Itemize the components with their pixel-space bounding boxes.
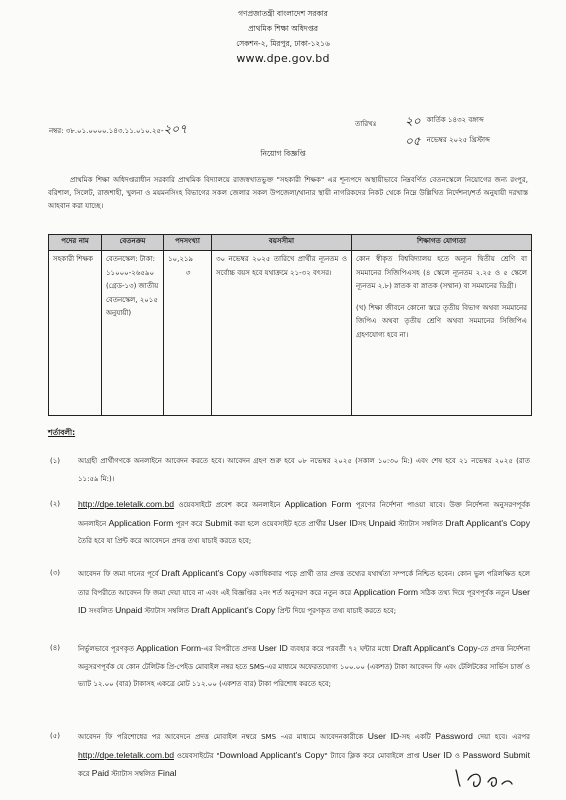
govt-name: গণপ্রজাতন্ত্রী বাংলাদেশ সরকার [238,9,328,18]
condition-term: User ID [422,749,452,760]
condition-term: Unpaid [115,605,143,616]
condition-term: Draft Applicant's Copy [392,643,478,653]
condition-term: Download Applicant's Copy [219,749,325,760]
condition-term: Application Form [108,517,174,528]
signature-icon [452,762,516,792]
condition-term: User ID [328,517,358,528]
condition-text: সংবলিত [86,607,116,616]
cell-pay: বেতনস্কেল: টাকা: ১১০০০-২৬৫৯০ (গ্রেড-১৩) জাতীয় বেতনস্কেল, ২০১৫ অনুযায়ী) [102,251,164,416]
condition-4 [50,640,530,694]
condition-text: করে [78,770,92,779]
condition-text: পূরণের নির্দেশনা পাওয়া যাবে। উক্ত নির্দেশনা অনুসরণপূর্বক অনলাইনে [78,501,530,528]
condition-number: (২) [50,500,61,508]
post-count: ১০,২১৯ [168,255,193,263]
table-header-row [49,235,532,251]
col-header-count: পদসংখ্যা [164,235,212,251]
english-date-hand: ০৫ [405,133,421,148]
condition-text: -সহ একটি [399,733,436,741]
condition-text: ওয়েবসাইটের " [174,751,220,760]
cell-education [352,251,532,416]
cell-age: ৩০ নভেম্বর ২০২৫ তারিখে প্রার্থীর ন্যূনতম ও সর্বোচ্চ বয়স হবে যথাক্রমে ২১-৩২ বৎসর। [212,251,352,416]
bangla-date-row [405,111,490,131]
condition-text: নির্ভুলভাবে পূরণকৃত [78,645,137,653]
english-date-row [405,131,490,151]
teletalk-link[interactable]: http://dpe.teletalk.com.bd [78,749,175,760]
education-b: (খ) শিক্ষা জীবনে কোনো স্তরে তৃতীয় বিভাগ অথবা সমমানের জিপিএ অথবা তৃতীয় শ্রেণি অথবা সমমানের সিজিপিএ গ্রহণযোগ্য হবে না। [356,303,527,339]
condition-term: Paid [91,768,109,779]
condition-text: -এর বিপরীতে প্রদত্ত [201,645,259,653]
condition-text: তৈরি হবে যা প্রিন্ট করে আবেদনে প্রদত্ত তথ্য যাচাই করতে হবে; [78,537,252,546]
notice-title: নিয়োগ বিজ্ঞপ্তি [260,149,306,158]
memo-number [49,121,187,137]
condition-text: ব্যবহার করে পরবর্তী ৭২ ঘন্টার মধ্যে [287,645,393,653]
education-a: কোন স্বীকৃত বিশ্ববিদ্যালয় হতে অন্যূন দ্বিতীয় শ্রেণি বা সমমানের সিজিপিএসহ (৪ স্কেলে ন্যূনতম ২.২৫ ও ৫ স্কেলে ন্যূনতম ২.৮) স্নাতক বা স্নাতক (সম্মান) বা সমমানের ডিগ্রী। [356,255,527,290]
col-header-age: বয়সসীমা [212,235,352,251]
condition-text: ও [452,751,463,760]
post-table [48,234,532,416]
condition-term: Draft Applicant's Copy [161,568,247,578]
condition-text: সঠিক তথ্য দিয়ে পূরণপূর্বক নতুন [418,588,512,597]
condition-term: User ID [78,586,530,616]
col-header-post: পদের নাম [49,235,102,251]
condition-text: সহ [357,519,369,528]
condition-text: " ট্যাবে ক্লিক করে মোবাইলে প্রাপ্ত [324,751,423,760]
table-row [49,251,532,416]
condition-text: করা হলে ওয়েবসাইট হতে প্রার্থীর [231,519,329,528]
cell-post: সহকারী শিক্ষক [49,251,102,416]
condition-text: স্ট্যাটাস সম্বলিত [109,770,158,779]
condition-term: Application Form [353,586,419,597]
date-label: তারিখঃ [355,120,377,128]
intro-paragraph: প্রাথমিক শিক্ষা অধিদপ্তরাধীন সরকারি প্রাথমিক বিদ্যালয়ে রাজস্বখাতভুক্ত "সহকারী শিক্ষক" এর শূন্যপদে অস্থায়ীভাবে নিম্নবর্ণিত বেতনস্কেলে নিয়োগের জন্য রংপুর, বরিশাল, সিলেট, রাজশাহী, খুলনা ও ময়মনসিংহ বিভাগের সকল জেলার সকল উপজেলা/থানার স্থায়ী নাগরিকদের নিকট থেকে নিম্নে উল্লিখিত নির্দেশনা/শর্ত অনুযায়ী দরখাস্ত আহবান করা যাচ্ছে। [48,176,528,210]
condition-number: (৫) [50,732,61,740]
condition-text: স্ট্যাটাস সম্বলিত [395,519,446,528]
condition-term: Submit [205,517,232,528]
condition-text: পূরণ করে [173,519,206,528]
office-address: সেকশন-২, মিরপুর, ঢাকা-১২১৬ [236,39,330,48]
condition-term: User ID [258,643,288,653]
condition-text: ওয়েবসাইটে প্রবেশ করে অনলাইনে [174,501,285,509]
condition-term: Draft Applicant's Copy [191,605,276,616]
memo-handwritten-number: ২০৭ [163,122,187,136]
bangla-date-text: কার্তিক ১৪৩২ বঙ্গাব্দ [426,116,484,125]
condition-3 [50,565,531,621]
col-header-pay: বেতনক্রম [102,235,164,251]
teletalk-link[interactable]: http://dpe.teletalk.com.bd [78,499,175,509]
condition-term: Unpaid [368,517,396,528]
bangla-date-hand: ২০ [405,113,421,128]
condition-text: আগ্রহী প্রার্থীগণকে অনলাইনে আবেদন করতে হবে। আবেদন গ্রহণ শুরু হবে ০৮ নভেম্বর ২০২৫ (সকাল ১০:৩০ মি:) এবং শেষ হবে ২১ নভেম্বর ২০২৫ (রাত ১১:৫৯ মি:)। [78,457,530,483]
cell-count [164,251,212,416]
department-name: প্রাথমিক শিক্ষা অধিদপ্তর [248,24,318,33]
website-link[interactable]: www.dpe.gov.bd [236,52,330,65]
condition-text: স্ট্যাটাস সম্বলিত [142,607,192,616]
condition-2 [50,496,531,551]
condition-text: আবেদন ফি পরিশোধের পর আবেদনে প্রদত্ত মোবাইল নম্বরে SMS -এর মাধ্যমে আবেদনকারীকে [78,733,368,741]
condition-text: দেয়া হবে। এরপর [472,733,530,741]
english-date-text: নভেম্বর ২০২৫ খ্রিস্টাব্দ [426,136,490,145]
condition-term: Draft Applicant's Copy [445,517,531,528]
condition-text: একাধিকবার পড়ে প্রার্থী তার প্রদত্ত তথ্যের যথার্থতা সম্পর্কে নিশ্চিত হবেন। কোন ভুল পরিলক্ষিত হলে তার বিপরীতে আবেদন ফি জমা দেয়া যাবে না এবং এই বিজ্ঞপ্তির ২নং শর্ত অনুসরণ করে নতুন করে [78,570,531,597]
condition-term: Application Form [284,499,352,509]
condition-term: User ID [367,731,400,741]
condition-term: Password [462,749,501,760]
col-header-education: শিক্ষাগত যোগ্যতা [352,235,532,251]
condition-term: Application Form [136,643,202,653]
condition-number: (১) [50,457,61,465]
letterhead [0,6,566,66]
condition-term: Password [435,731,473,741]
condition-text: প্রিন্ট দিয়ে পূরণকৃত তথ্য যাচাই করতে হবে; [275,607,397,616]
terms-heading: শর্তাবলী: [48,428,76,437]
condition-text: -তে প্রদত্ত নির্দেশনা অনুসরণপূর্বক যে কোন টেলিটক প্রি-পেইড মোবাইল নম্বর হতে SMS-এর মাধ্যমে অফেরতযোগ্য ১০০.০০ (একশত) টাকা আবেদন ফি এবং টেলিটকের সার্ভিস চার্জ ও ভ্যাট ১২.০০ (বার) টাকাসহ একত্রে মোট ১১২.০০ (একশত বার) টাকা পরিশোধ করতে হবে; [78,645,530,689]
condition-term: Submit [503,749,530,760]
memo-label: নম্বর: ৩৮.০১.০০০০.১৪৩.১১.০১০.২৫- [49,127,164,135]
condition-number: (৪) [50,644,61,652]
condition-term: Final [157,768,177,779]
condition-1 [50,453,530,488]
condition-text: আবেদন ফি জমা দানের পূর্বে [78,570,162,578]
condition-number: (৩) [50,569,61,577]
date-block [355,111,490,151]
post-count-note: ৩ [185,268,190,277]
